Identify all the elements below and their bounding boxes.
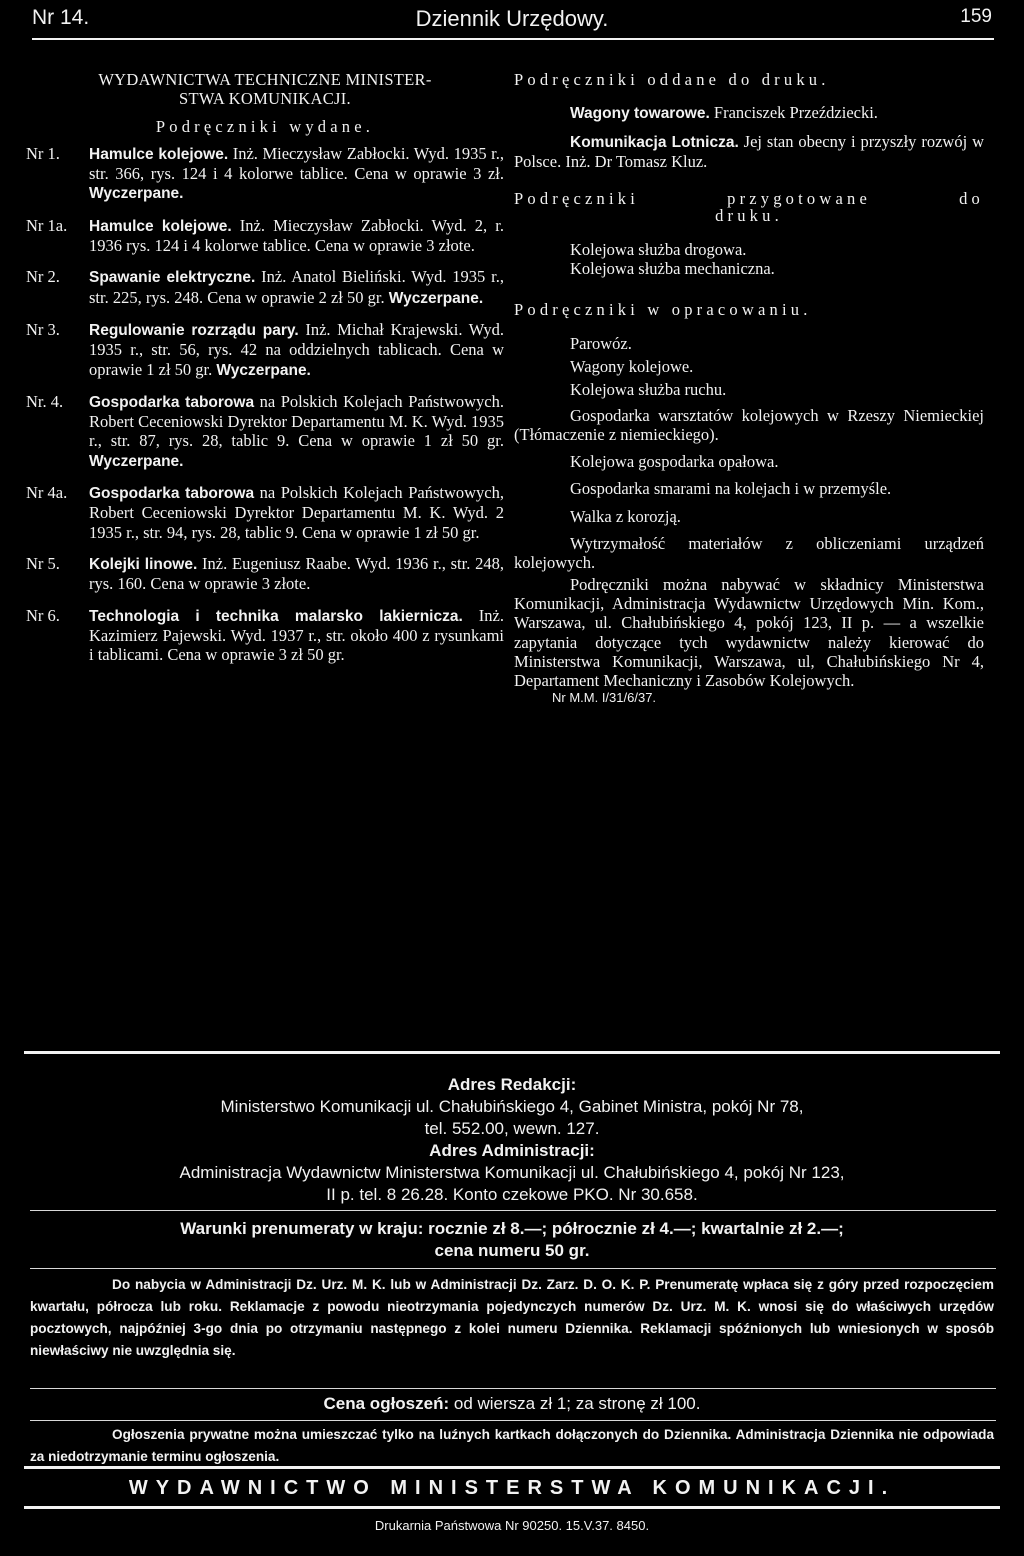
divider — [24, 1506, 1000, 1509]
right-column — [514, 70, 984, 708]
entry-title: Wagony towarowe. — [570, 105, 710, 123]
list-item — [26, 392, 504, 471]
divider — [30, 1420, 996, 1421]
publications-heading — [26, 70, 504, 109]
list-item — [26, 216, 504, 256]
page-header — [0, 0, 1024, 40]
entry-text — [89, 606, 504, 665]
footer-rule-top — [24, 1051, 1000, 1054]
entry-number: Nr 4a. — [26, 483, 68, 503]
list-item: Wytrzymałość materiałów z obliczeniami urządzeń kolejowych. — [514, 534, 984, 573]
purchase-note: Podręczniki można nabywać w składnicy Ministerstwa Komunikacji, Administracja Wydawnictw Urzędowych Min. Kom., Warszawa, ul. Chałubińskiego 4, pokój 123, II p. — a wszelkie zapytania dotyczące tych wydawnictw należy kierować do Ministerstwa Komunikacji, Warszawa, ul, Chałubińskiego Nr 4, Departament Mechaniczny i Zasobów Kolejowych. — [514, 574, 984, 691]
list-item — [514, 132, 984, 172]
entry-details: Inż. Kazimierz Pajewski. Wyd. 1937 r., str. około 400 z rysunkami i tablicami. Cena w oprawie 3 zł 50 gr. — [89, 605, 504, 665]
page-number: 159 — [960, 6, 992, 27]
entry-title: Kolejki linowe. — [89, 555, 198, 573]
entry-number: Nr 1a. — [26, 215, 68, 235]
editorial-line-2: tel. 552.00, wewn. 127. — [424, 1119, 600, 1138]
ad-price — [30, 1393, 994, 1415]
entry-number: Nr 5. — [26, 553, 60, 573]
divider — [24, 1466, 1000, 1469]
header-rule — [32, 38, 994, 40]
entry-title: Technologia i technika malarsko lakiernicza. — [89, 607, 463, 625]
list-item: Kolejowa służba drogowa. — [570, 239, 747, 259]
entry-details: Franciszek Przeździecki. — [709, 103, 878, 123]
subscription-terms — [30, 1218, 994, 1262]
entry-number: Nr 3. — [26, 319, 60, 339]
entry-details: Inż. Eugeniusz Raabe. Wyd. 1936 r., str. 248, rys. 160. Cena w oprawie 3 złote. — [89, 553, 504, 594]
list-item: Wagony kolejowe. — [570, 356, 694, 376]
editorial-line-1: Ministerstwo Komunikacji ul. Chałubińskiego 4, Gabinet Ministra, pokój Nr 78, — [220, 1097, 804, 1116]
entry-title: Spawanie elektryczne. — [89, 269, 256, 287]
list-item: Parowóz. — [570, 333, 632, 353]
list-item — [26, 554, 504, 594]
entry-details: na Polskich Kolejach Państwowych, Robert Ceceniowski Dyrektor Departamentu M. K. Wyd. 2 1935 r., str. 94, rys. 28, tablic 9. Cena w oprawie 1 zł 50 gr. — [89, 483, 504, 542]
ads-note: Ogłoszenia prywatne można umieszczać tylko na luźnych kartkach dołączonych do Dziennika. Administracja Dziennika nie odpowiada za niedotrzymanie terminu ogłoszenia. — [30, 1427, 994, 1464]
editorial-label: Adres Redakcji: — [447, 1075, 577, 1094]
list-item — [26, 483, 504, 542]
entry-details: Jej stan obecny i przyszły rozwój w Polsce. Inż. Dr Tomasz Kluz. — [514, 131, 984, 171]
list-item — [26, 267, 504, 308]
issue-number: Nr 14. — [32, 6, 90, 29]
journal-title: Dziennik Urzędowy. — [415, 6, 609, 31]
entry-details: Inż. Mieczysław Zabłocki. Wyd. 2, r. 1936 rys. 124 i 4 kolorwe tablice. Cena w oprawie 3 złote. — [89, 215, 504, 256]
heading-line-2: STWA KOMUNIKACJI. — [179, 89, 351, 109]
entry-text — [89, 554, 504, 594]
entry-details: Inż. Anatol Bieliński. Wyd. 1935 r., str. 225, rys. 248. Cena w oprawie 2 zł 50 gr. — [89, 267, 504, 307]
subscription-line-2: cena numeru 50 gr. — [434, 1241, 590, 1260]
list-item — [26, 606, 504, 665]
admin-line-2: II p. tel. 8 26.28. Konto czekowe PKO. Nr 30.658. — [326, 1185, 698, 1204]
ad-price-label: Cena ogłoszeń: — [323, 1394, 450, 1413]
section-prepared: Podręczniki przygotowane do — [514, 189, 984, 209]
entry-status: Wyczerpane. — [89, 185, 184, 203]
admin-label: Adres Administracji: — [429, 1141, 595, 1160]
entry-details: na Polskich Kolejach Państwowych. Robert Ceceniowski Dyrektor Departamentu M. K. Wyd. 1935 r., str. 87, rys. 28, tablic 9. Cena w oprawie 1 zł 50 gr. — [89, 391, 504, 451]
entry-number: Nr 6. — [26, 605, 60, 625]
subscription-line-1: Warunki prenumeraty w kraju: rocznie zł 8.—; półrocznie zł 4.—; kwartalnie zł 2.—; — [180, 1219, 844, 1238]
list-item: Kolejowa służba ruchu. — [570, 380, 727, 400]
entry-number: Nr. 4. — [26, 391, 64, 411]
acquisition-note: Do nabycia w Administracji Dz. Urz. M. K. lub w Administracji Dz. Zarz. D. O. K. P. Prenumeratę wpłaca się z góry przed rozpoczęciem kwartału, półrocza lub roku. Reklamacje z powodu nieotrzymania pojedynczych numerów Dz. Urz. M. K. wnosi się do właściwych urzędów pocztowych, najpóźniej 3-go dnia po otrzymaniu następnego z kolei numeru Dziennika. Reklamacji spóźnionych lub wniesionych w sposób niewłaściwy nie uwzględnia się. — [30, 1277, 994, 1358]
entry-status: Wyczerpane. — [216, 361, 311, 379]
entry-title: Gospodarka taborowa — [89, 485, 255, 503]
entry-text — [89, 320, 504, 380]
entry-status: Wyczerpane. — [388, 289, 484, 307]
editorial-address — [30, 1074, 994, 1206]
left-column — [26, 70, 504, 676]
list-item: Walka z korozją. — [570, 506, 681, 526]
entry-title: Komunikacja Lotnicza. — [570, 133, 739, 151]
list-item — [514, 103, 984, 123]
list-item: Gospodarka warsztatów kolejowych w Rzeszy Niemieckiej (Tłómaczenie z niemieckiego). — [514, 405, 984, 444]
list-item — [26, 144, 504, 204]
ad-price-text: od wiersza zł 1; za stronę zł 100. — [449, 1394, 701, 1413]
entry-title: Gospodarka taborowa — [89, 393, 255, 411]
entry-details: Inż. Mieczysław Zabłocki. Wyd. 1935 r., str. 366, rys. 124 i 4 kolorwe tablice. Cena w oprawie 3 zł. — [89, 143, 504, 184]
divider — [30, 1388, 996, 1389]
entry-status: Wyczerpane. — [89, 452, 184, 470]
entry-text — [89, 144, 504, 204]
entry-number: Nr 1. — [26, 143, 60, 163]
entry-text — [89, 216, 504, 256]
entry-details: Inż. Michał Krajewski. Wyd. 1935 r., str. 56, rys. 42 na oddzielnych tablicach. Cena w oprawie 1 zł 50 gr. — [89, 319, 504, 379]
list-item: Gospodarka smarami na kolejach i w przemyśle. — [570, 479, 892, 499]
divider — [30, 1210, 996, 1211]
publisher-name: WYDAWNICTWO MINISTERSTWA KOMUNIKACJI. — [128, 1477, 896, 1499]
entry-title: Hamulce kolejowe. — [89, 217, 232, 235]
divider — [30, 1268, 996, 1269]
list-item: Kolejowa gospodarka opałowa. — [570, 452, 779, 472]
list-item: Kolejowa służba mechaniczna. — [570, 259, 775, 279]
list-item — [26, 320, 504, 380]
entry-title: Regulowanie rozrządu pary. — [89, 321, 299, 339]
admin-line-1: Administracja Wydawnictw Ministerstwa Komunikacji ul. Chałubińskiego 4, pokój Nr 123, — [179, 1163, 845, 1182]
section-in-progress: Podręczniki w opracowaniu. — [514, 300, 812, 320]
printer-info: Drukarnia Państwowa Nr 90250. 15.V.37. 8450. — [374, 1518, 650, 1533]
entry-text — [89, 483, 504, 542]
entry-text — [89, 267, 504, 308]
reference-number: Nr M.M. I/31/6/37. — [552, 690, 657, 706]
section-prepared-continuation: druku. — [715, 206, 783, 226]
entry-title: Hamulce kolejowe. — [89, 145, 229, 163]
section-in-print: Podręczniki oddane do druku. — [514, 70, 830, 89]
section-published: Podręczniki wydane. — [155, 116, 375, 136]
entry-number: Nr 2. — [26, 267, 60, 287]
entry-text — [89, 392, 504, 471]
heading-line-1: WYDAWNICTWA TECHNICZNE MINISTER- — [98, 70, 432, 89]
